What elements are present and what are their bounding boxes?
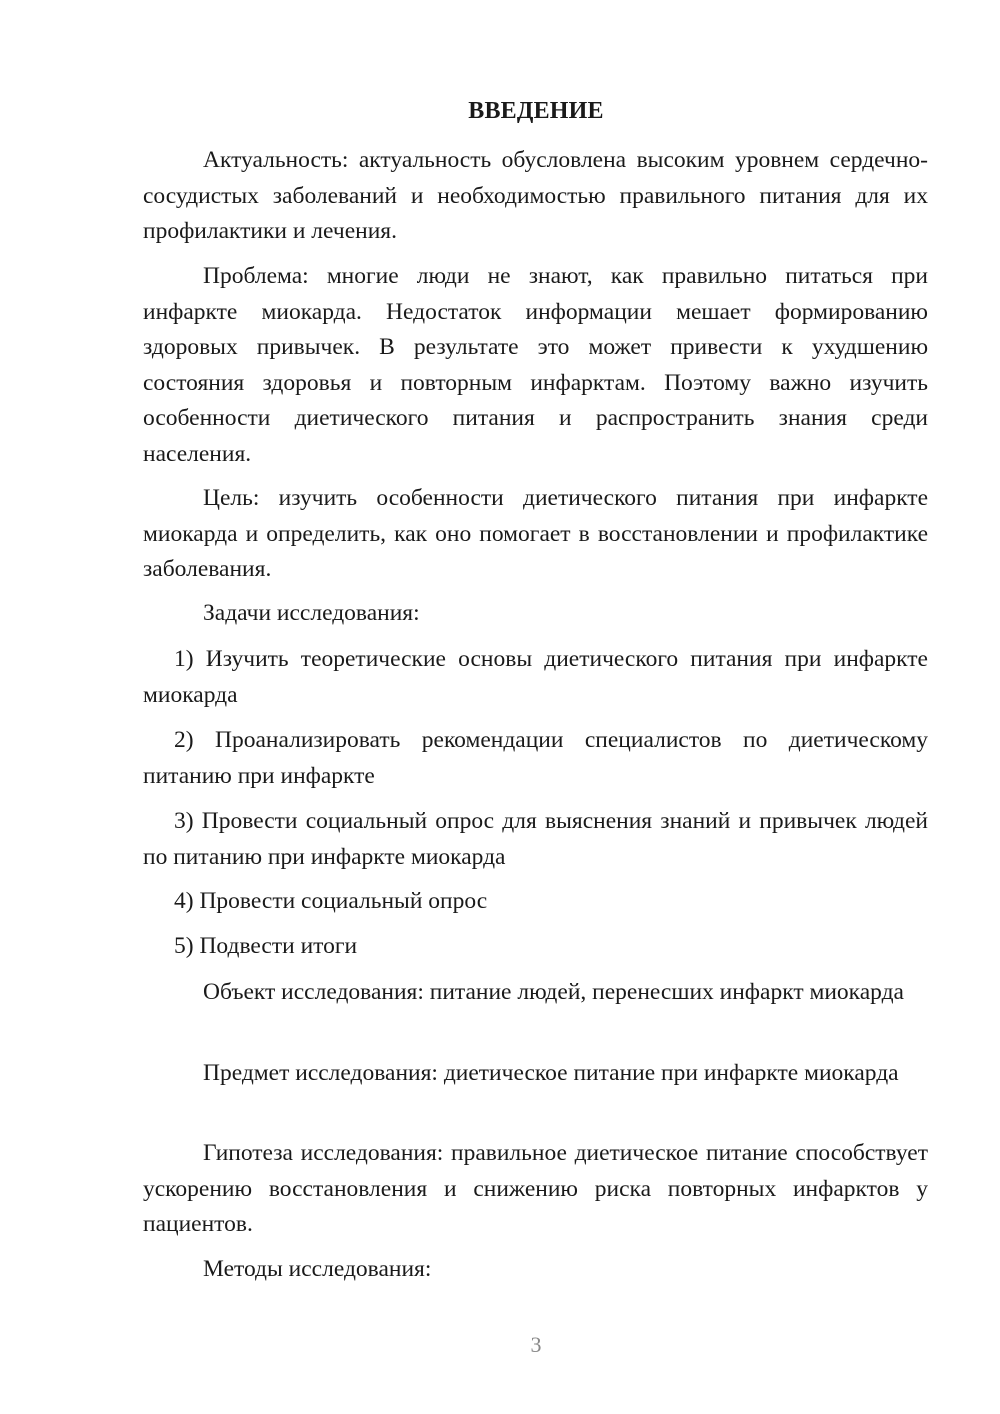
problem-paragraph: Проблема: многие люди не знают, как правильно питаться при инфаркте миокарда. Недостаток информации мешает формированию здоровых привычек. В результате это может привести к ухудшению состояния здоровья и повторным инфарктам. Поэтому важно изучить особенности диетического питания и распространить знания среди населения. [143,263,928,467]
task-item-5: 5) Подвести итоги [174,933,358,959]
goal-paragraph: Цель: изучить особенности диетического питания при инфаркте миокарда и определить, как оно помогает в восстановлении и профилактике заболевания. [143,485,928,582]
relevance-paragraph: Актуальность: актуальность обусловлена высоким уровнем сердечно-сосудистых заболеваний и необходимостью правильного питания для их профилактики и лечения. [143,147,928,244]
task-item-4: 4) Провести социальный опрос [174,888,488,914]
subject-paragraph: Предмет исследования: диетическое питание при инфаркте миокарда [203,1060,899,1086]
task-item-3: 3) Провести социальный опрос для выяснения знаний и привычек людей по питанию при инфаркте миокарда [143,808,928,870]
methods-heading: Методы исследования: [203,1256,432,1282]
object-paragraph: Объект исследования: питание людей, перенесших инфаркт миокарда [203,979,904,1005]
task-item-1: 1) Изучить теоретические основы диетического питания при инфаркте миокарда [143,646,928,708]
hypothesis-paragraph: Гипотеза исследования: правильное диетическое питание способствует ускорению восстановления и снижению риска повторных инфарктов у пациентов. [143,1140,928,1237]
task-item-2: 2) Проанализировать рекомендации специалистов по диетическому питанию при инфаркте [143,727,928,789]
section-title: ВВЕДЕНИЕ [468,98,604,124]
tasks-heading: Задачи исследования: [203,600,420,626]
page-number: 3 [530,1332,542,1357]
